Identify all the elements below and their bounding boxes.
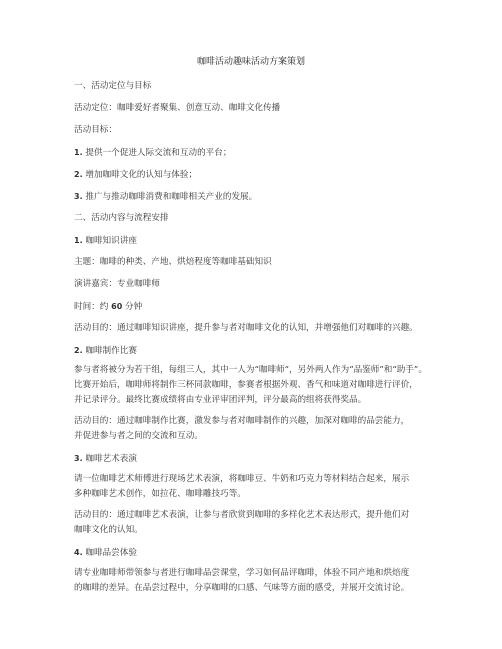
item-heading-text: 咖啡知识讲座 (85, 236, 137, 246)
art-purpose-line: 活动目的：通过咖啡艺术表演，让参与者欣赏到咖啡的多样化艺术表达形式，提升他们对 (74, 510, 410, 520)
item-heading-text: 咖啡艺术表演 (85, 454, 137, 464)
goal-number: 3. (74, 192, 83, 201)
item-heading-4 (74, 545, 434, 561)
goal-item-3 (74, 189, 434, 205)
contest-purpose-line: 活动目的：通过咖啡制作比赛，激发参与者对咖啡制作的兴趣，加深对咖啡的品尝能力， (74, 416, 410, 426)
art-purpose-line: 咖啡文化的认知。 (74, 525, 143, 535)
lecture-purpose: 活动目的：通过咖啡知识讲座，提升参与者对咖啡文化的认知，并增强他们对咖啡的兴趣。 (74, 323, 418, 333)
lecture-time (74, 299, 434, 315)
contest-desc-line: 参与者将被分为若干组，每组三人，其中一人为“咖啡师”，另外两人作为“品鉴师”和“助手”。 (74, 365, 427, 375)
time-number: 60 (111, 302, 123, 311)
goal-number: 2. (74, 170, 83, 179)
item-heading-text: 咖啡品尝体验 (85, 548, 137, 558)
art-desc-line: 多种咖啡艺术创作，如拉花、咖啡雕技巧等。 (74, 489, 246, 499)
contest-purpose-line: 并促进参与者之间的交流和互动。 (74, 431, 203, 441)
item-heading-3 (74, 451, 434, 467)
item-heading-text: 咖啡制作比赛 (85, 346, 137, 356)
item-heading-2 (74, 343, 434, 359)
document-title: 咖啡活动趣味活动方案策划 (196, 57, 305, 67)
item-heading-1 (74, 233, 434, 249)
goals-label: 活动目标： (74, 125, 117, 135)
goal-text: 增加咖啡文化的认知与体验； (85, 170, 198, 180)
contest-desc-line: 比赛开始后，咖啡师将制作三杯同款咖啡，参赛者根据外观、香气和味道对咖啡进行评价， (74, 380, 418, 390)
item-number: 4. (74, 548, 83, 557)
lecture-guest: 演讲嘉宾：专业咖啡师 (74, 279, 160, 289)
section-heading-2: 二、活动内容与流程安排 (74, 213, 169, 223)
item-number: 1. (74, 236, 83, 245)
lecture-topic: 主题：咖啡的种类、产地、烘焙程度等咖啡基础知识 (74, 257, 272, 267)
positioning-text: 活动定位：咖啡爱好者聚集、创意互动、咖啡文化传播 (74, 103, 281, 113)
art-desc-line: 请一位咖啡艺术师傅进行现场艺术表演，将咖啡豆、牛奶和巧克力等材料结合起来，展示 (74, 474, 410, 484)
section-heading-1: 一、活动定位与目标 (74, 81, 152, 91)
time-prefix: 时间：约 (74, 302, 109, 312)
goal-text: 提供一个促进人际交流和互动的平台； (85, 148, 232, 158)
goal-number: 1. (74, 148, 83, 157)
item-number: 3. (74, 454, 83, 463)
tasting-desc-line: 请专业咖啡师带领参与者进行咖啡品尝课堂，学习如何品评咖啡，体验不同产地和烘焙度 (74, 568, 410, 578)
goal-text: 推广与推动咖啡消费和咖啡相关产业的发展。 (85, 192, 258, 202)
contest-desc-line: 并记录评分。最终比赛成绩将由专业评审团评判，评分最高的组将获得奖品。 (74, 395, 367, 405)
time-suffix: 分钟 (125, 302, 143, 312)
goal-item-1 (74, 145, 434, 161)
item-number: 2. (74, 346, 83, 355)
tasting-desc-line: 的咖啡的差异。在品尝过程中，分享咖啡的口感、气味等方面的感受，并展开交流讨论。 (74, 583, 410, 593)
goal-item-2 (74, 167, 434, 183)
